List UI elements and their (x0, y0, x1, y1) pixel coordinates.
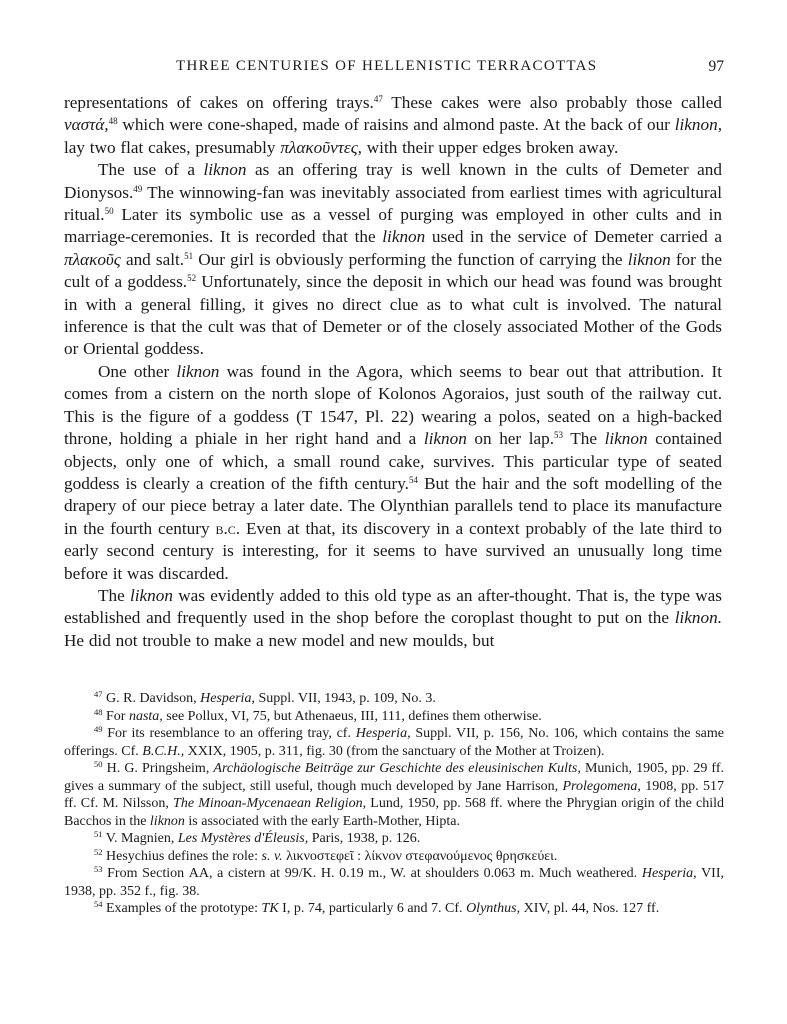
footnote-50: $^{50}$ H. G. Pringsheim, Archäologische Beiträge zur Geschichte des eleusinischen Kults, Munich, 1905, pp. 29 ff. gives a summary of the subject, still useful, though much developed by Jane Harrison, Prolegomena, 1908, pp. 517 ff. Cf. M. Nilsson, The Minoan-Mycenaean Religion, Lund, 1950, pp. 568 ff. where the Phrygian origin of the child Bacchos in the liknon is associated with the early Earth-Mother, Hipta. (64, 759, 725, 829)
running-header (0, 58, 787, 78)
footnote-52: $^{52}$ Hesychius defines the role: s. v. λικνοστεφεῖ : λίκνον στεφανούμενος θρησκεύει. (94, 846, 558, 864)
footnote-ref-50[interactable]: 50 (104, 206, 114, 217)
running-title: THREE CENTURIES OF HELLENISTIC TERRACOTTAS (176, 58, 598, 74)
footnote-ref-51[interactable]: 51 (184, 250, 194, 261)
footnote-ref-54[interactable]: 54 (408, 474, 418, 485)
paragraph-1: representations of cakes on offering trays.$^{47}$ These cakes were also probably those called ναστά,$^{48}$ which were cone-shaped, made of raisins and almond paste. At the back of our liknon, lay two flat cakes, presumably πλακοῦντες, with their upper edges broken away. (64, 93, 722, 157)
page-number: 97 (708, 58, 724, 75)
body-text (64, 92, 722, 652)
footnotes (64, 690, 724, 918)
footnote-51: $^{51}$ V. Magnien, Les Mystères d'Éleusis, Paris, 1938, p. 126. (94, 829, 421, 846)
paragraph-4: The liknon was evidently added to this old type as an after-thought. That is, the type was established and frequently used in the shop before the coroplast thought to put on the liknon. He did not trouble to make a new model and new moulds, but (64, 585, 722, 650)
footnote-48: $^{48}$ For nasta, see Pollux, VI, 75, but Athenaeus, III, 111, defines them otherwise. (94, 706, 542, 724)
paragraph-2: The use of a liknon as an offering tray is well known in the cults of Demeter and Dionysos.$^{49}$ The winnowing-fan was inevitably associated from earliest times with agricultural ritual.$^{50}$ Later its symbolic use as a vessel of purging was employed in other cults and in marriage-ceremonies. It is recorded that the liknon used in the service of Demeter carried a πλακοῦς and salt.$^{51}$ Our girl is obviously performing the function of carrying the liknon for the cult of a goddess.$^{52}$ Unfortunately, since the deposit in which our head was found was brought in with a general filling, it gives no direct clue as to what cult is involved. The natural inference is that the cult was that of Demeter or of the closely associated Mother of the Gods or Oriental goddess. (64, 160, 722, 359)
footnote-ref-48[interactable]: 48 (108, 116, 118, 127)
footnote-ref-52[interactable]: 52 (187, 273, 197, 284)
footnote-49: $^{49}$ For its resemblance to an offering tray, cf. Hesperia, Suppl. VII, p. 156, No. 106, which contains the same offerings. Cf. B.C.H., XXIX, 1905, p. 311, fig. 30 (from the sanctuary of the Mother at Troizen). (64, 724, 724, 759)
footnote-ref-47[interactable]: 47 (373, 94, 383, 104)
paragraph-3: One other liknon was found in the Agora, which seems to bear out that attribution. It comes from a cistern on the north slope of Kolonos Agoraios, just south of the railway cut. This is the figure of a goddess (T 1547, Pl. 22) wearing a polos, seated on a high-backed throne, holding a phiale in her right hand and a liknon on her lap.$^{53}$ The liknon contained objects, only one of which, a small round cake, survives. This particular type of seated goddess is clearly a creation of the fifth century.$^{54}$ But the hair and the soft modelling of the drapery of our piece betray a later date. The Olynthian parallels tend to place its manufacture in the fourth century b.c. Even at that, its discovery in a context probably of the late third to early second century is interesting, for it seems to have survived an unusually long time before it was discarded. (64, 361, 722, 583)
footnote-54: $^{54}$ Examples of the prototype: TK I, p. 74, particularly 6 and 7. Cf. Olynthus, XIV, pl. 44, Nos. 127 ff. (94, 899, 660, 916)
footnote-47: $^{47}$ G. R. Davidson, Hesperia, Suppl. VII, 1943, p. 109, No. 3. (94, 689, 436, 706)
footnote-ref-49[interactable]: 49 (133, 183, 143, 194)
footnote-53: $^{53}$ From Section ΑΑ, a cistern at 99/K. H. 0.19 m., W. at shoulders 0.063 m. Much weathered. Hesperia, VII, 1938, pp. 352 f., fig. 38. (64, 864, 724, 899)
footnote-ref-53[interactable]: 53 (554, 430, 564, 441)
